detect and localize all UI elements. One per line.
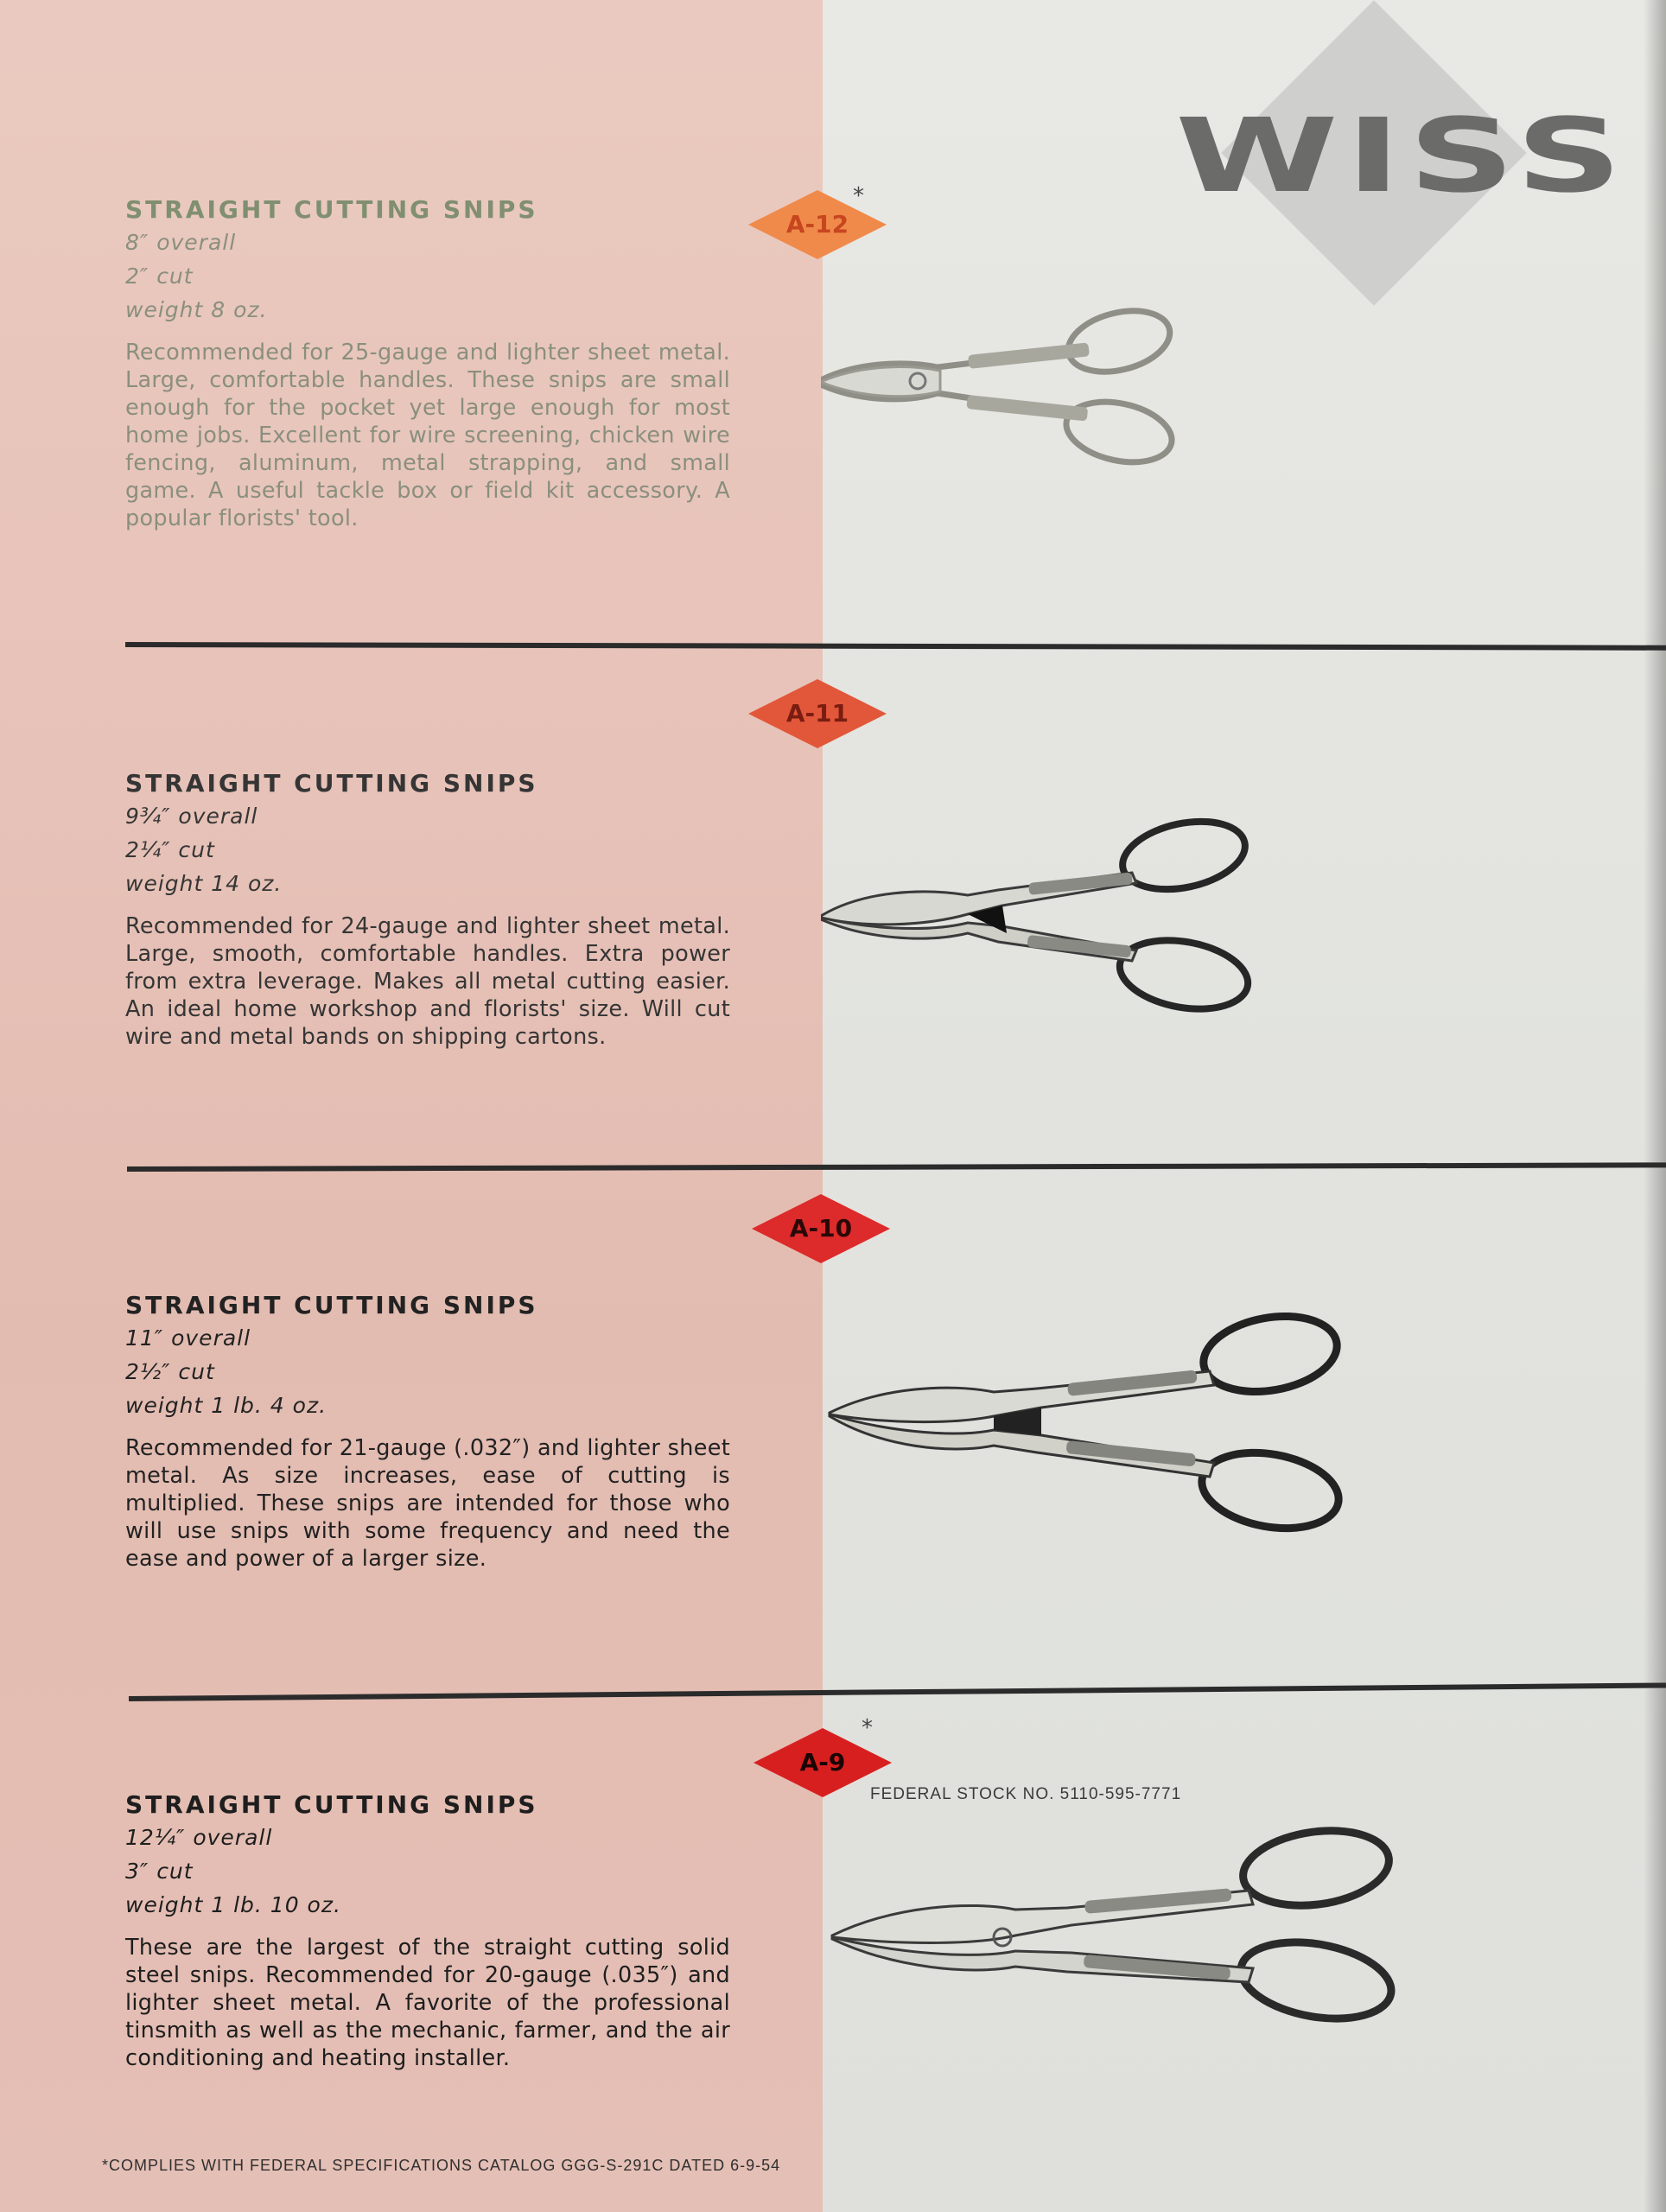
product-section-a11	[125, 769, 730, 1051]
federal-stock-number: FEDERAL STOCK NO. 5110-595-7771	[870, 1785, 1182, 1803]
model-label: A-9	[799, 1748, 846, 1777]
overall-length: 12¼″ overall	[125, 1825, 273, 1850]
product-title: STRAIGHT CUTTING SNIPS	[125, 1790, 538, 1819]
product-section-a10	[125, 1291, 730, 1573]
weight: weight 1 lb. 4 oz.	[125, 1393, 327, 1418]
snips-icon	[821, 812, 1270, 1024]
asterisk-mark: *	[853, 183, 864, 209]
footnote: *COMPLIES WITH FEDERAL SPECIFICATIONS CATALOG GGG-S-291C DATED 6-9-54	[102, 2157, 781, 2174]
product-title: STRAIGHT CUTTING SNIPS	[125, 195, 538, 224]
product-title: STRAIGHT CUTTING SNIPS	[125, 1291, 538, 1319]
overall-length: 8″ overall	[125, 230, 237, 255]
product-title: STRAIGHT CUTTING SNIPS	[125, 769, 538, 798]
cut-length: 2″ cut	[125, 264, 194, 289]
snips-icon	[825, 1823, 1404, 2035]
model-badge-a12	[748, 190, 887, 259]
model-label: A-10	[789, 1214, 853, 1243]
brand-logo: WISS	[1175, 96, 1630, 215]
weight: weight 1 lb. 10 oz.	[125, 1892, 341, 1917]
model-badge-a10	[752, 1194, 890, 1263]
model-label: A-11	[785, 699, 849, 728]
snips-icon	[821, 1309, 1357, 1542]
cut-length: 2½″ cut	[125, 1359, 215, 1384]
overall-length: 9¾″ overall	[125, 804, 258, 829]
product-description: Recommended for 24-gauge and lighter sheet metal. Large, smooth, comfortable handles. Extra power from extra leverage. Makes all metal cutting easier. An ideal home workshop and florists' size. Will cut wire and metal bands on shipping cartons.	[125, 913, 730, 1050]
product-section-a12	[125, 195, 730, 532]
cut-length: 2¼″ cut	[125, 837, 215, 862]
cut-length: 3″ cut	[125, 1859, 194, 1884]
snips-icon	[821, 298, 1184, 480]
product-description: Recommended for 25-gauge and lighter sheet metal. Large, comfortable handles. These snips are small enough for the pocket yet large enough for most home jobs. Excellent for wire screening, chicken wire fencing, aluminum, metal strapping, and small game. A useful tackle box or field kit accessory. A popular florists' tool.	[125, 340, 730, 531]
page-edge-shadow	[1644, 0, 1666, 2212]
product-section-a9	[125, 1790, 730, 2072]
weight: weight 14 oz.	[125, 871, 283, 896]
asterisk-mark: *	[862, 1715, 873, 1741]
weight: weight 8 oz.	[125, 297, 268, 322]
product-description: Recommended for 21-gauge (.032″) and lighter sheet metal. As size increases, ease of cutting is multiplied. These snips are intended for those who will use snips with some frequency and need the ease and power of a larger size.	[125, 1435, 730, 1572]
overall-length: 11″ overall	[125, 1325, 251, 1351]
model-label: A-12	[785, 210, 849, 238]
model-badge-a11	[748, 679, 887, 748]
product-description: These are the largest of the straight cutting solid steel snips. Recommended for 20-gauge (.035″) and lighter sheet metal. A favorite of the professional tinsmith as well as the mechanic, farmer, and the air conditioning and heating installer.	[125, 1935, 730, 2071]
